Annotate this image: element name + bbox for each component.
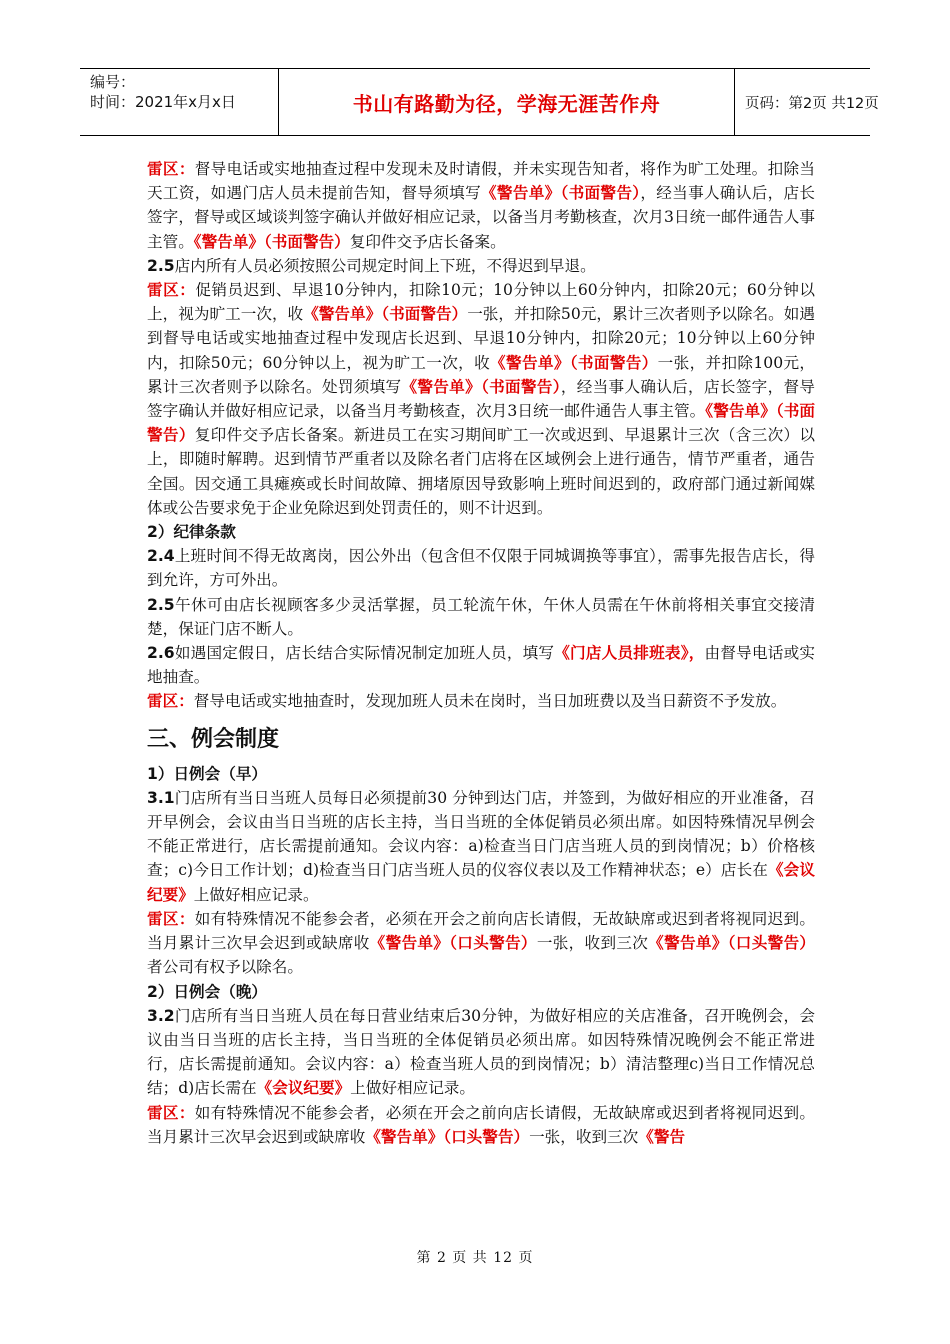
text: 一张，收到三次 bbox=[536, 934, 649, 953]
text: 复印件交予店长备案。新进员工在实习期间旷工一次或迟到、早退累计三次（含三次）以上，即随时解聘。迟到情节严重者以及除名者门店将在区域例会上进行通告，情节严重者，通告全国。因交通工具瘫痪或长时间故障、拥堵原因导致影响上班时间迟到的，政府部门通过新闻媒体或公告要求免于企业免除迟到处罚责任的，则不计迟到。 bbox=[147, 426, 815, 517]
text: 督导电话或实地抽查过程中发现未及时请假，并未实现告知者，将作为旷工处理。扣除当天工资，如遇门店人员未提前告知，督导须填写 bbox=[147, 160, 815, 203]
header-page-cell bbox=[735, 69, 879, 135]
clause-number: 2.6 bbox=[147, 644, 175, 663]
page-footer: 第 2 页 共 12 页 bbox=[416, 1250, 534, 1266]
text: 一张，并扣除100元，累计三次者则予以除名。处罚须填写 bbox=[147, 353, 816, 396]
text: 午休可由店长视顾客多少灵活掌握，员工轮流午休，午休人员需在午休前将相关事宜交接清楚，保证门店不断人。 bbox=[147, 595, 815, 638]
clause-2-4 bbox=[147, 544, 815, 592]
minutes-form-ref: 《会议纪要》 bbox=[147, 861, 815, 904]
text: 上做好相应记录。 bbox=[350, 1079, 475, 1098]
clause-number: 2.4 bbox=[147, 547, 175, 566]
subheading-morning-meeting: 1）日例会（早） bbox=[147, 764, 268, 783]
warning-form-ref: 《警告单》（书面警告） bbox=[490, 353, 658, 372]
warning-form-ref: 《警告单》（书面警告） bbox=[147, 402, 816, 445]
header-meta-cell bbox=[80, 69, 279, 135]
section-heading-meetings: 三、例会制度 bbox=[147, 726, 280, 752]
text: 一张，收到三次 bbox=[529, 1127, 639, 1146]
minutes-form-ref: 《会议纪要》 bbox=[256, 1079, 351, 1098]
warning-form-ref: 《警告 bbox=[638, 1127, 686, 1146]
clause-2-5-lunch bbox=[147, 593, 815, 641]
clause-number: 3.1 bbox=[147, 788, 175, 807]
time-label: 时间：2021年x月x日 bbox=[90, 93, 236, 111]
text: 由督导电话或实地抽查。 bbox=[147, 644, 815, 687]
warning-form-ref: 《警告单》（口头警告） bbox=[648, 934, 816, 953]
warning-form-ref: 《警告单》（书面警告） bbox=[481, 184, 641, 203]
text: ，经当事人确认后，店长签字，督导或区域谈判签字确认并做好相应记录，以备当月考勤核查，次月3日统一邮件通告人事主管。 bbox=[147, 184, 815, 251]
paragraph-leave-penalty bbox=[147, 157, 815, 254]
minefield-label: 雷区： bbox=[147, 692, 194, 711]
clause-3-1 bbox=[147, 786, 815, 907]
schedule-form-ref: 《门店人员排班表》， bbox=[554, 644, 705, 663]
paragraph-overtime-penalty bbox=[147, 689, 815, 713]
warning-form-ref: 《警告单》（书面警告） bbox=[303, 305, 468, 324]
text: 者公司有权予以除名。 bbox=[147, 958, 303, 977]
header-motto-cell bbox=[279, 69, 735, 135]
minefield-label: 雷区： bbox=[147, 1103, 195, 1122]
text: 复印件交予店长备案。 bbox=[349, 232, 506, 251]
text: 门店所有当日当班人员每日必须提前30 分钟到达门店，并签到，为做好相应的开业准备，召开早例会，会议由当日当班的店长主持，当日当班的全体促销员必须出席。如因特殊情况早例会不能正常进行，店长需提前通知。会议内容：a)检查当日门店当班人员的到岗情况；b）价格核查；c)今日工作计划；d)检查当日门店当班人员的仪容仪表以及工作精神状态；e）店长在 bbox=[147, 788, 815, 880]
text: 如有特殊情况不能参会者，必须在开会之前向店长请假，无故缺席或迟到者将视同迟到。当月累计三次早会迟到或缺席收 bbox=[147, 1103, 815, 1146]
clause-number: 2.5 bbox=[147, 595, 175, 614]
document-header bbox=[80, 68, 879, 136]
text: 督导电话或实地抽查时，发现加班人员未在岗时，当日加班费以及当日薪资不予发放。 bbox=[193, 692, 787, 711]
motto: 书山有路勤为径，学海无涯苦作舟 bbox=[352, 91, 661, 116]
document-body bbox=[147, 157, 815, 1149]
subheading-evening-meeting: 2）日例会（晚） bbox=[147, 982, 268, 1001]
minefield-label: 雷区： bbox=[147, 160, 195, 178]
page-info: 页码：第2页 共12页 bbox=[745, 95, 879, 112]
clause-2-6 bbox=[147, 641, 815, 689]
clause-number: 3.2 bbox=[147, 1006, 175, 1025]
text: 上做好相应记录。 bbox=[193, 885, 319, 904]
paragraph-morning-penalty bbox=[147, 907, 815, 980]
clause-2-5-attendance bbox=[147, 254, 815, 278]
clause-3-2 bbox=[147, 1004, 815, 1101]
subheading-discipline: 2）纪律条款 bbox=[147, 523, 236, 542]
minefield-label: 雷区： bbox=[147, 909, 195, 928]
text: 如遇国定假日，店长结合实际情况制定加班人员，填写 bbox=[174, 644, 555, 663]
minefield-label: 雷区： bbox=[147, 281, 196, 300]
text: 如有特殊情况不能参会者，必须在开会之前向店长请假，无故缺席或迟到者将视同迟到。当月累计三次早会迟到或缺席收 bbox=[147, 909, 815, 953]
warning-form-ref: 《警告单》（书面警告） bbox=[193, 232, 350, 251]
text: 门店所有当日当班人员在每日营业结束后30分钟，为做好相应的关店准备，召开晚例会，会议由当日当班的店长主持，当日当班的全体促销员必须出席。如因特殊情况晚例会不能正常进行，店长需提前通知。会议内容：a）检查当班人员的到岗情况；b）清洁整理c)当日工作情况总结；d)店长需在 bbox=[147, 1006, 815, 1098]
warning-form-ref: 《警告单》（书面警告） bbox=[401, 377, 561, 396]
paragraph-lateness-penalty bbox=[147, 278, 815, 520]
clause-number: 2.5 bbox=[147, 256, 175, 275]
text: ，经当事人确认后，店长签字，督导签字确认并做好相应记录，以备当月考勤核查，次月3日统一邮件通告人事主管。 bbox=[147, 377, 815, 421]
warning-form-ref: 《警告单》（口头警告） bbox=[369, 934, 537, 953]
text: 店内所有人员必须按照公司规定时间上下班，不得迟到早退。 bbox=[174, 256, 596, 275]
warning-form-ref: 《警告单》（口头警告） bbox=[365, 1127, 530, 1146]
number-label: 编号： bbox=[90, 73, 136, 91]
paragraph-evening-penalty bbox=[147, 1101, 815, 1149]
text: 一张，并扣除50元，累计三次者则予以除名。如遇到督导电话或实地抽查过程中发现店长迟到、早退10分钟内，扣除20元；10分钟以上60分钟内，扣除50元；60分钟以上，视为旷工一次，收 bbox=[147, 305, 815, 372]
text: 促销员迟到、早退10分钟内，扣除10元；10分钟以上60分钟内，扣除20元；60分钟以上，视为旷工一次，收 bbox=[147, 281, 815, 324]
text: 上班时间不得无故离岗，因公外出（包含但不仅限于同城调换等事宜），需事先报告店长，得到允许，方可外出。 bbox=[147, 547, 815, 590]
